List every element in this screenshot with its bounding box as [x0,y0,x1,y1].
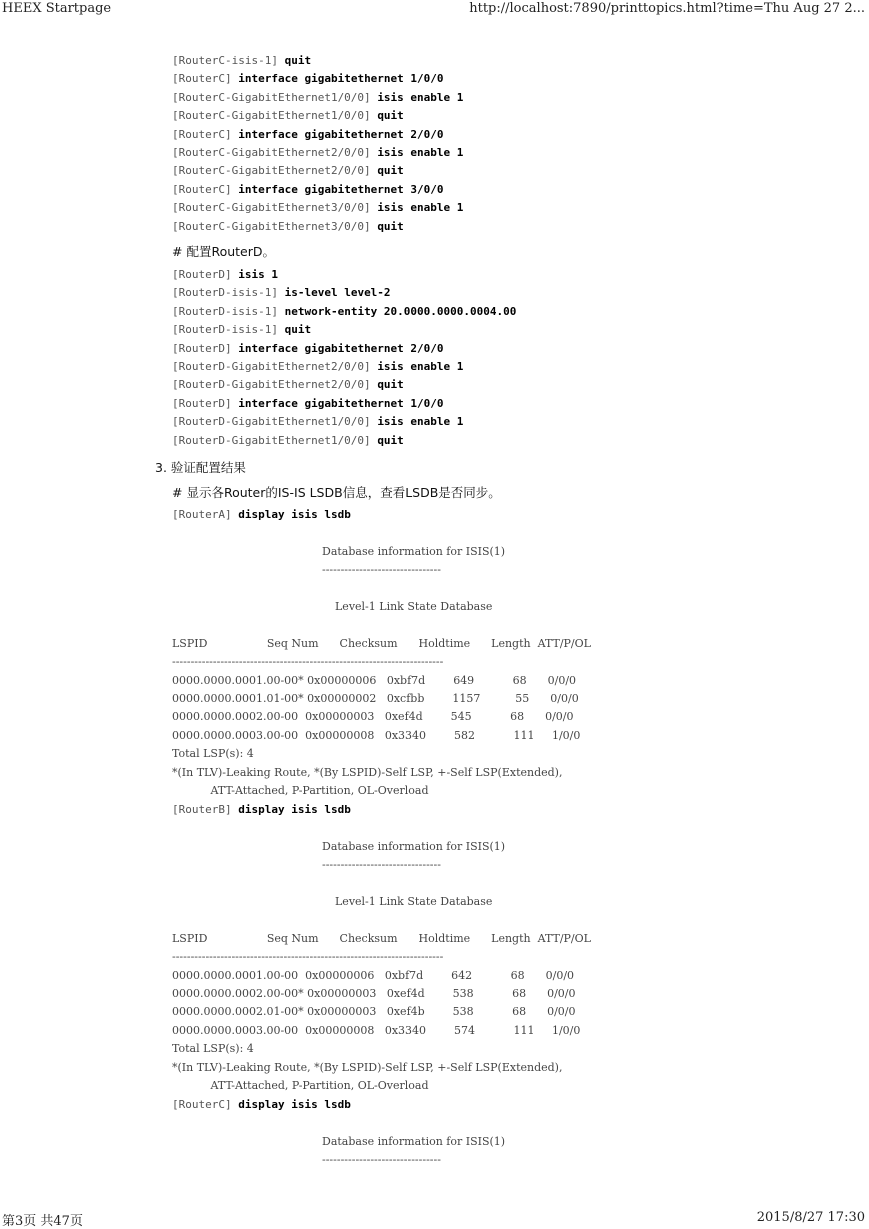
step-3-heading: 3. 验证配置结果 [155,460,246,475]
lsdb-row: 0000.0000.0002.01-00* 0x00000003 0xef4b 538 68 0/0/0 [172,1005,576,1018]
note-configure-routerd: # 配置RouterD。 [172,244,275,259]
code-line: [RouterC-GigabitEthernet1/0/0] isis enable 1 [172,90,464,104]
code-line: [RouterD-isis-1] quit [172,323,312,337]
lsdb-row: 0000.0000.0001.01-00* 0x00000002 0xcfbb 1157 55 0/0/0 [172,692,579,705]
column-rule: ------------------------------------------------------------------------- [172,950,444,963]
code-line: [RouterC] interface gigabitethernet 1/0/0 [172,72,444,86]
code-line: [RouterD] interface gigabitethernet 1/0/0 [172,396,444,410]
lsdb-row: 0000.0000.0002.00-00* 0x00000003 0xef4d 538 68 0/0/0 [172,987,576,1000]
db-rule: -------------------------------- [322,563,441,576]
lsdb-row: 0000.0000.0003.00-00 0x00000008 0x3340 574 111 1/0/0 [172,1024,581,1037]
level-title: Level-1 Link State Database [335,895,493,908]
print-datetime: 2015/8/27 17:30 [756,1210,865,1225]
db-title: Database information for ISIS(1) [322,840,506,853]
code-line: [RouterC-GigabitEthernet3/0/0] isis enable 1 [172,201,464,215]
note-verify-lsdb: # 显示各Router的IS-IS LSDB信息，查看LSDB是否同步。 [172,485,501,500]
code-line: [RouterD-isis-1] network-entity 20.0000.0000.0004.00 [172,304,517,318]
level-title: Level-1 Link State Database [335,600,493,613]
lsdb-row: 0000.0000.0001.00-00* 0x00000006 0xbf7d 649 68 0/0/0 [172,674,577,687]
db-title: Database information for ISIS(1) [322,1135,506,1148]
db-rule: -------------------------------- [322,1153,441,1166]
command-line-routerb: [RouterB] display isis lsdb [172,803,351,816]
browser-tab-title: HEEX Startpage [2,1,112,16]
code-line: [RouterC-GigabitEthernet2/0/0] isis enable 1 [172,145,464,159]
code-line: [RouterC-GigabitEthernet1/0/0] quit [172,109,404,123]
code-line: [RouterC-GigabitEthernet2/0/0] quit [172,164,404,178]
code-line: [RouterD-GigabitEthernet1/0/0] isis enable 1 [172,415,464,429]
code-line: [RouterD] isis 1 [172,268,278,281]
lsdb-row: 0000.0000.0001.00-00 0x00000006 0xbf7d 642 68 0/0/0 [172,969,575,982]
code-line: [RouterD-GigabitEthernet2/0/0] isis enable 1 [172,359,464,373]
legend-line: ATT-Attached, P-Partition, OL-Overload [172,1079,429,1092]
column-header: LSPID Seq Num Checksum Holdtime Length ATT/P/OL [172,637,591,650]
lsdb-row: 0000.0000.0002.00-00 0x00000003 0xef4d 545 68 0/0/0 [172,710,574,723]
total-lsp: Total LSP(s): 4 [172,1042,254,1055]
command-line-routera: [RouterA] display isis lsdb [172,508,351,521]
code-line: [RouterC-isis-1] quit [172,54,312,67]
code-line: [RouterD] interface gigabitethernet 2/0/0 [172,341,444,355]
legend-line: *(In TLV)-Leaking Route, *(By LSPID)-Self LSP, +-Self LSP(Extended), [172,766,563,779]
command-line-routerc: [RouterC] display isis lsdb [172,1098,351,1111]
page-url: http://localhost:7890/printtopics.html?time=Thu Aug 27 2... [469,1,865,16]
code-line: [RouterD-GigabitEthernet1/0/0] quit [172,433,404,447]
column-rule: ------------------------------------------------------------------------- [172,655,444,668]
code-line: [RouterC] interface gigabitethernet 3/0/0 [172,182,444,196]
db-rule: -------------------------------- [322,858,441,871]
page-counter: 第3页 共47页 [2,1214,83,1229]
db-title: Database information for ISIS(1) [322,545,506,558]
routerd-config-block [172,266,516,450]
total-lsp: Total LSP(s): 4 [172,747,254,760]
routerc-config-block [172,52,463,236]
code-line: [RouterC-GigabitEthernet3/0/0] quit [172,219,404,233]
legend-line: *(In TLV)-Leaking Route, *(By LSPID)-Self LSP, +-Self LSP(Extended), [172,1061,563,1074]
code-line: [RouterD-isis-1] is-level level-2 [172,286,391,300]
column-header: LSPID Seq Num Checksum Holdtime Length ATT/P/OL [172,932,591,945]
lsdb-row: 0000.0000.0003.00-00 0x00000008 0x3340 582 111 1/0/0 [172,729,581,742]
code-line: [RouterC] interface gigabitethernet 2/0/0 [172,127,444,141]
legend-line: ATT-Attached, P-Partition, OL-Overload [172,784,429,797]
code-line: [RouterD-GigabitEthernet2/0/0] quit [172,378,404,392]
